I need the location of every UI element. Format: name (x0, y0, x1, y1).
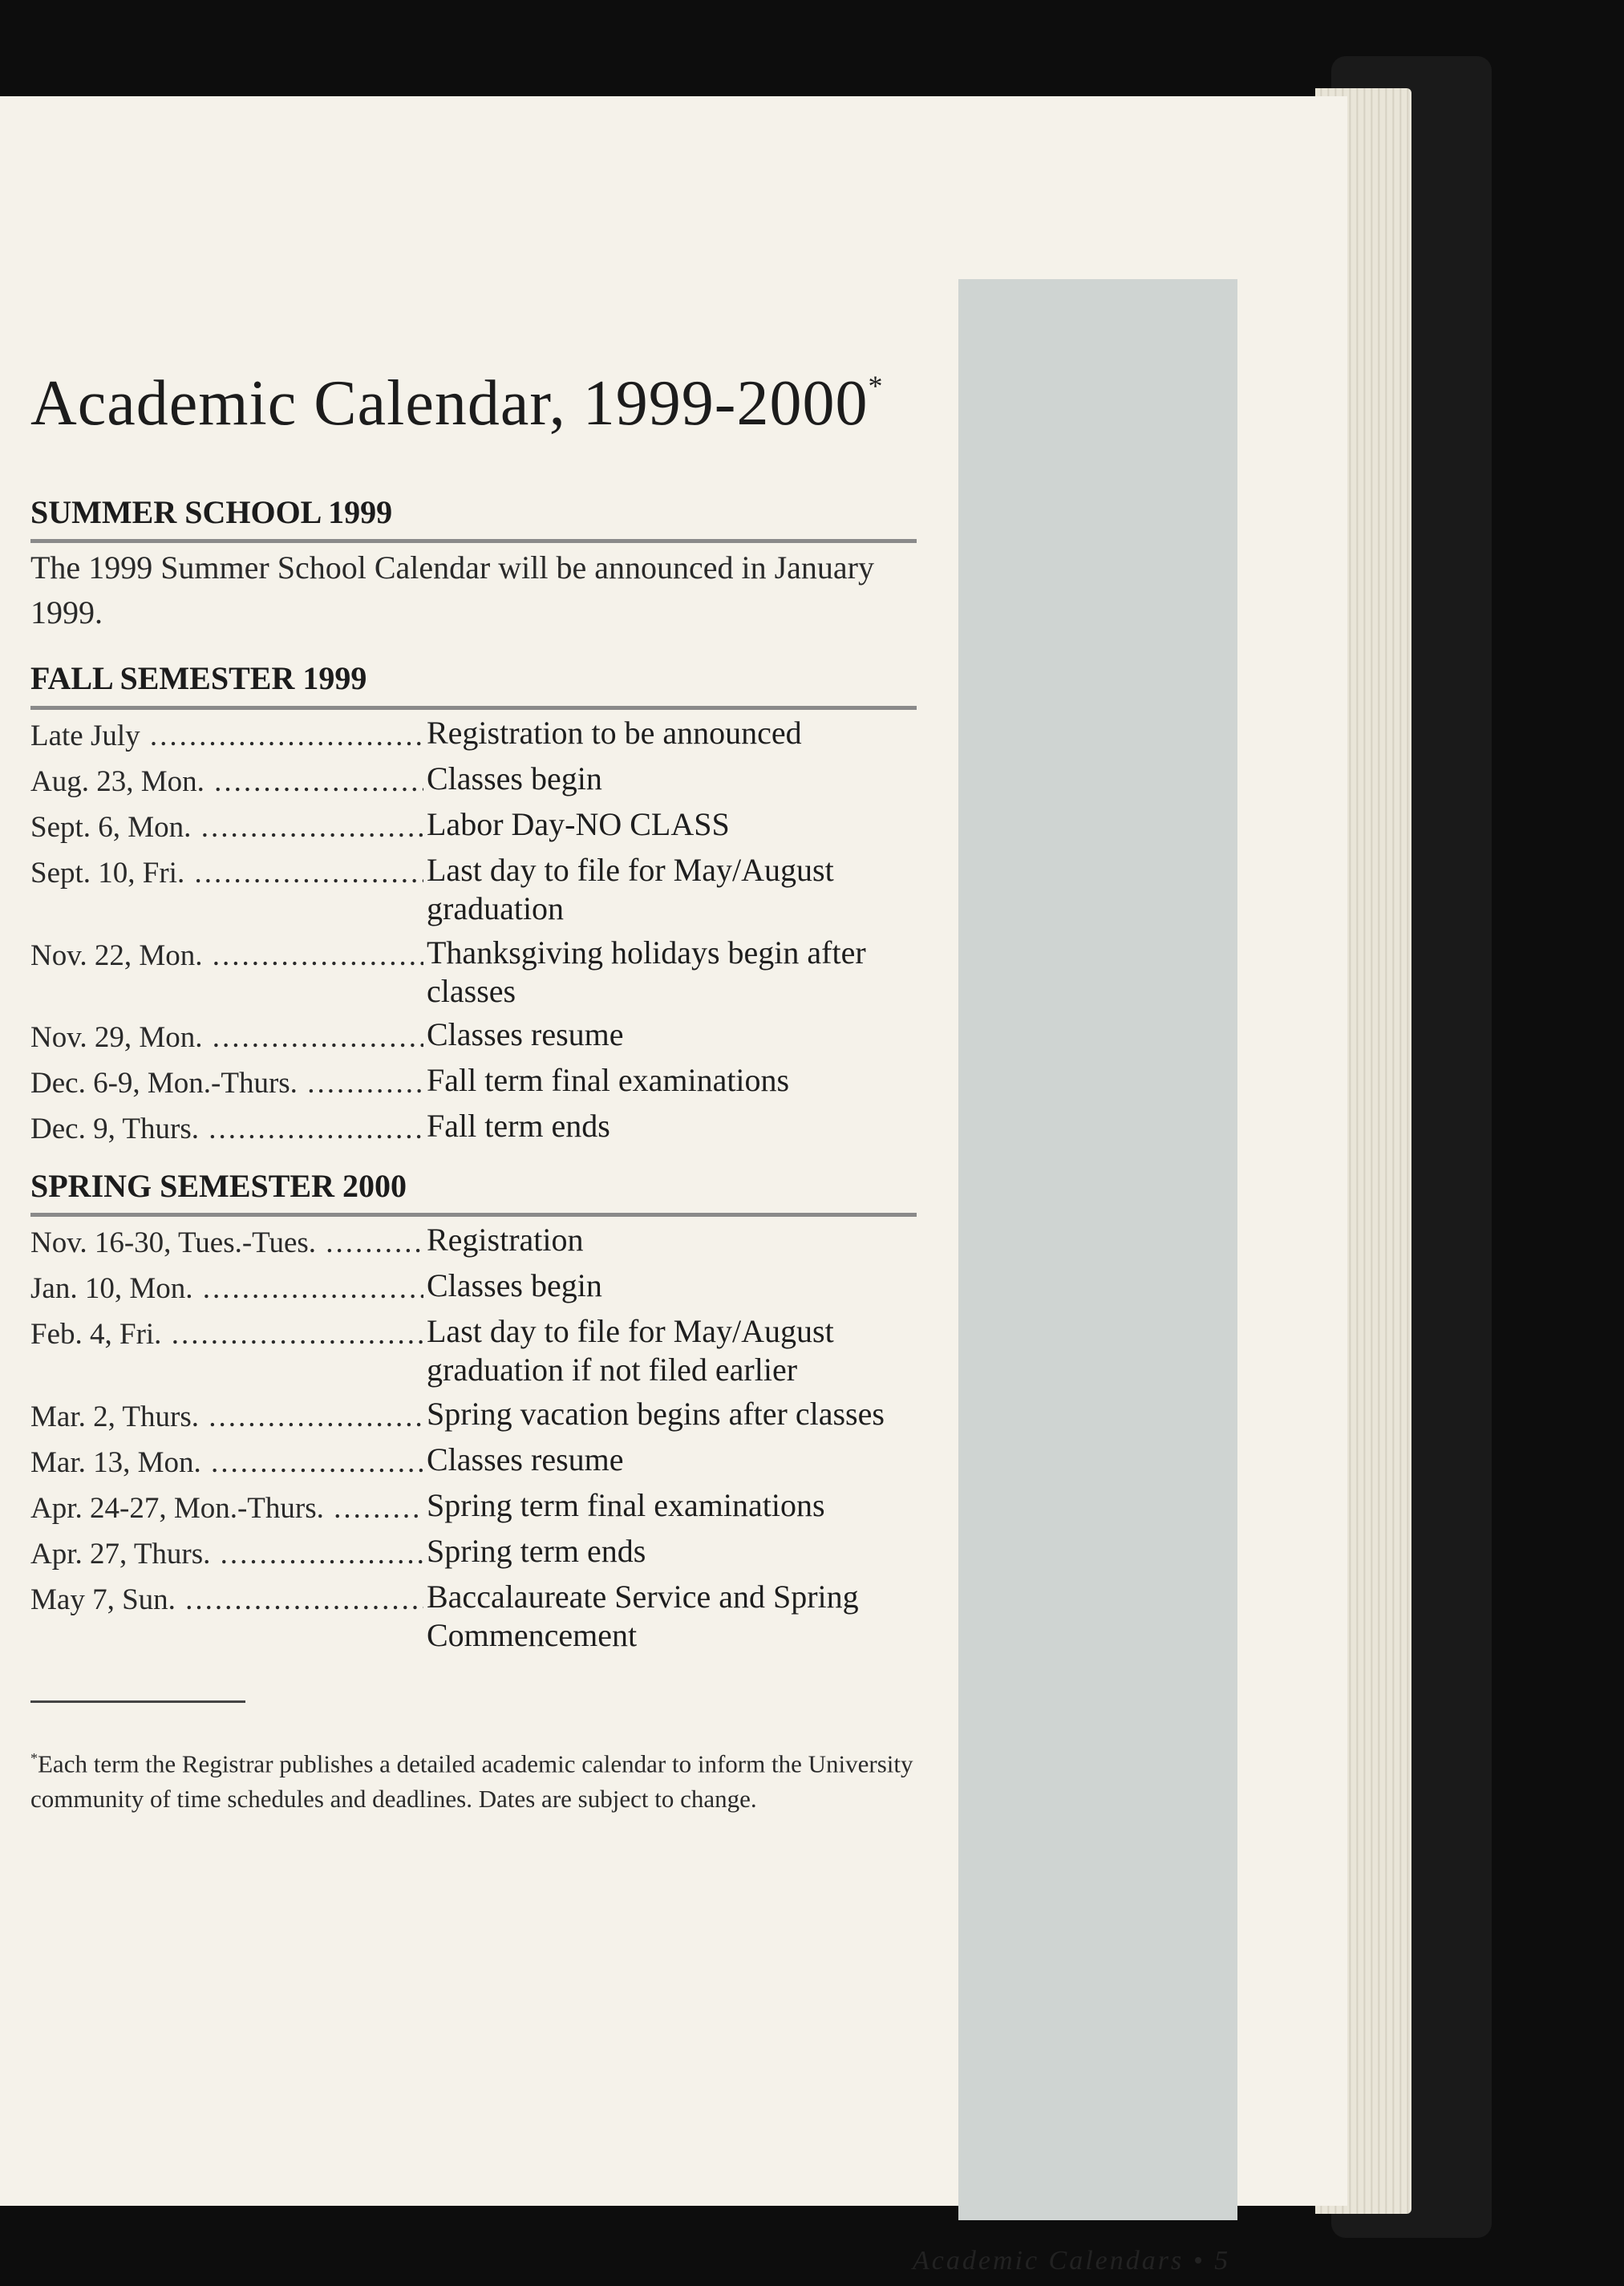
page-title (30, 367, 883, 440)
schedule-row (30, 1532, 937, 1577)
summer-text: The 1999 Summer School Calendar will be announced in January 1999. (30, 549, 874, 630)
schedule-row (30, 1061, 937, 1106)
schedule-row (30, 934, 937, 1009)
schedule-date: Jan. 10, Mon. ..... (30, 1267, 423, 1311)
fall-rule (30, 706, 917, 710)
schedule-event: Classes begin (427, 760, 602, 796)
schedule-event: Fall term final examinations (427, 1062, 790, 1098)
schedule-date: Feb. 4, Fri. ..... (30, 1312, 423, 1357)
schedule-event: Spring term final examinations (427, 1487, 825, 1523)
schedule-date: Sept. 10, Fri. ..... (30, 851, 423, 896)
schedule-date: May 7, Sun. ..... (30, 1578, 423, 1623)
schedule-row (30, 1441, 937, 1485)
schedule-event: Last day to file for May/August graduation if not filed earlier (427, 1313, 834, 1388)
schedule-date: Aug. 23, Mon. ..... (30, 760, 423, 805)
schedule-date: Apr. 24-27, Mon.-Thurs. ..... (30, 1486, 423, 1531)
schedule-row (30, 851, 937, 926)
spring-heading: SPRING SEMESTER 2000 (30, 1168, 407, 1204)
page-footer: Academic Calendars • 5 (913, 2246, 1231, 2276)
summer-rule (30, 539, 917, 543)
schedule-row (30, 1486, 937, 1531)
fall-heading: FALL SEMESTER 1999 (30, 660, 367, 696)
schedule-event: Classes begin (427, 1267, 602, 1303)
footnote-marker: * (30, 1750, 38, 1766)
schedule-event: Last day to file for May/August graduation (427, 852, 834, 926)
schedule-event: Classes resume (427, 1016, 624, 1052)
schedule-event: Registration to be announced (427, 715, 802, 751)
schedule-date: Apr. 27, Thurs. ..... (30, 1532, 423, 1577)
schedule-date: Nov. 22, Mon. ..... (30, 934, 423, 979)
schedule-date: Late July ..... (30, 714, 423, 759)
schedule-date: Sept. 6, Mon. ..... (30, 805, 423, 850)
spring-rule (30, 1213, 917, 1217)
schedule-date: Mar. 13, Mon. ..... (30, 1441, 423, 1485)
schedule-date: Dec. 6-9, Mon.-Thurs. ..... (30, 1061, 423, 1106)
schedule-row (30, 1015, 937, 1060)
footnote-text: Each term the Registrar publishes a detailed academic calendar to inform the University community of time schedules and deadlines. Dates are subject to change. (30, 1749, 913, 1814)
schedule-date: Mar. 2, Thurs. ..... (30, 1395, 423, 1440)
schedule-event: Baccalaureate Service and Spring Commencement (427, 1579, 859, 1653)
schedule-row (30, 1267, 937, 1311)
title-footnote-marker: * (868, 370, 884, 402)
schedule-date: Nov. 29, Mon. ..... (30, 1015, 423, 1060)
schedule-event: Fall term ends (427, 1108, 610, 1144)
footnote-rule (30, 1700, 245, 1703)
schedule-row (30, 760, 937, 805)
summer-heading: SUMMER SCHOOL 1999 (30, 494, 393, 530)
schedule-event: Labor Day-NO CLASS (427, 806, 730, 842)
schedule-event: Classes resume (427, 1441, 624, 1477)
schedule-event: Thanksgiving holidays begin after classes (427, 934, 866, 1009)
schedule-date: Nov. 16-30, Tues.-Tues. ..... (30, 1221, 423, 1266)
schedule-event: Spring vacation begins after classes (427, 1396, 885, 1432)
book-page (0, 96, 1347, 2276)
schedule-row (30, 1395, 937, 1440)
schedule-row (30, 714, 937, 759)
page-title-text: Academic Calendar, 1999-2000 (30, 368, 869, 439)
schedule-row (30, 1107, 937, 1152)
footnote (30, 1741, 929, 1817)
schedule-event: Registration (427, 1222, 584, 1258)
schedule-row (30, 805, 937, 850)
schedule-row (30, 1578, 937, 1653)
schedule-date: Dec. 9, Thurs. ..... (30, 1107, 423, 1152)
sidebar-gray-band (958, 279, 1237, 2220)
schedule-event: Spring term ends (427, 1533, 646, 1569)
schedule-row (30, 1221, 937, 1266)
schedule-row (30, 1312, 937, 1388)
